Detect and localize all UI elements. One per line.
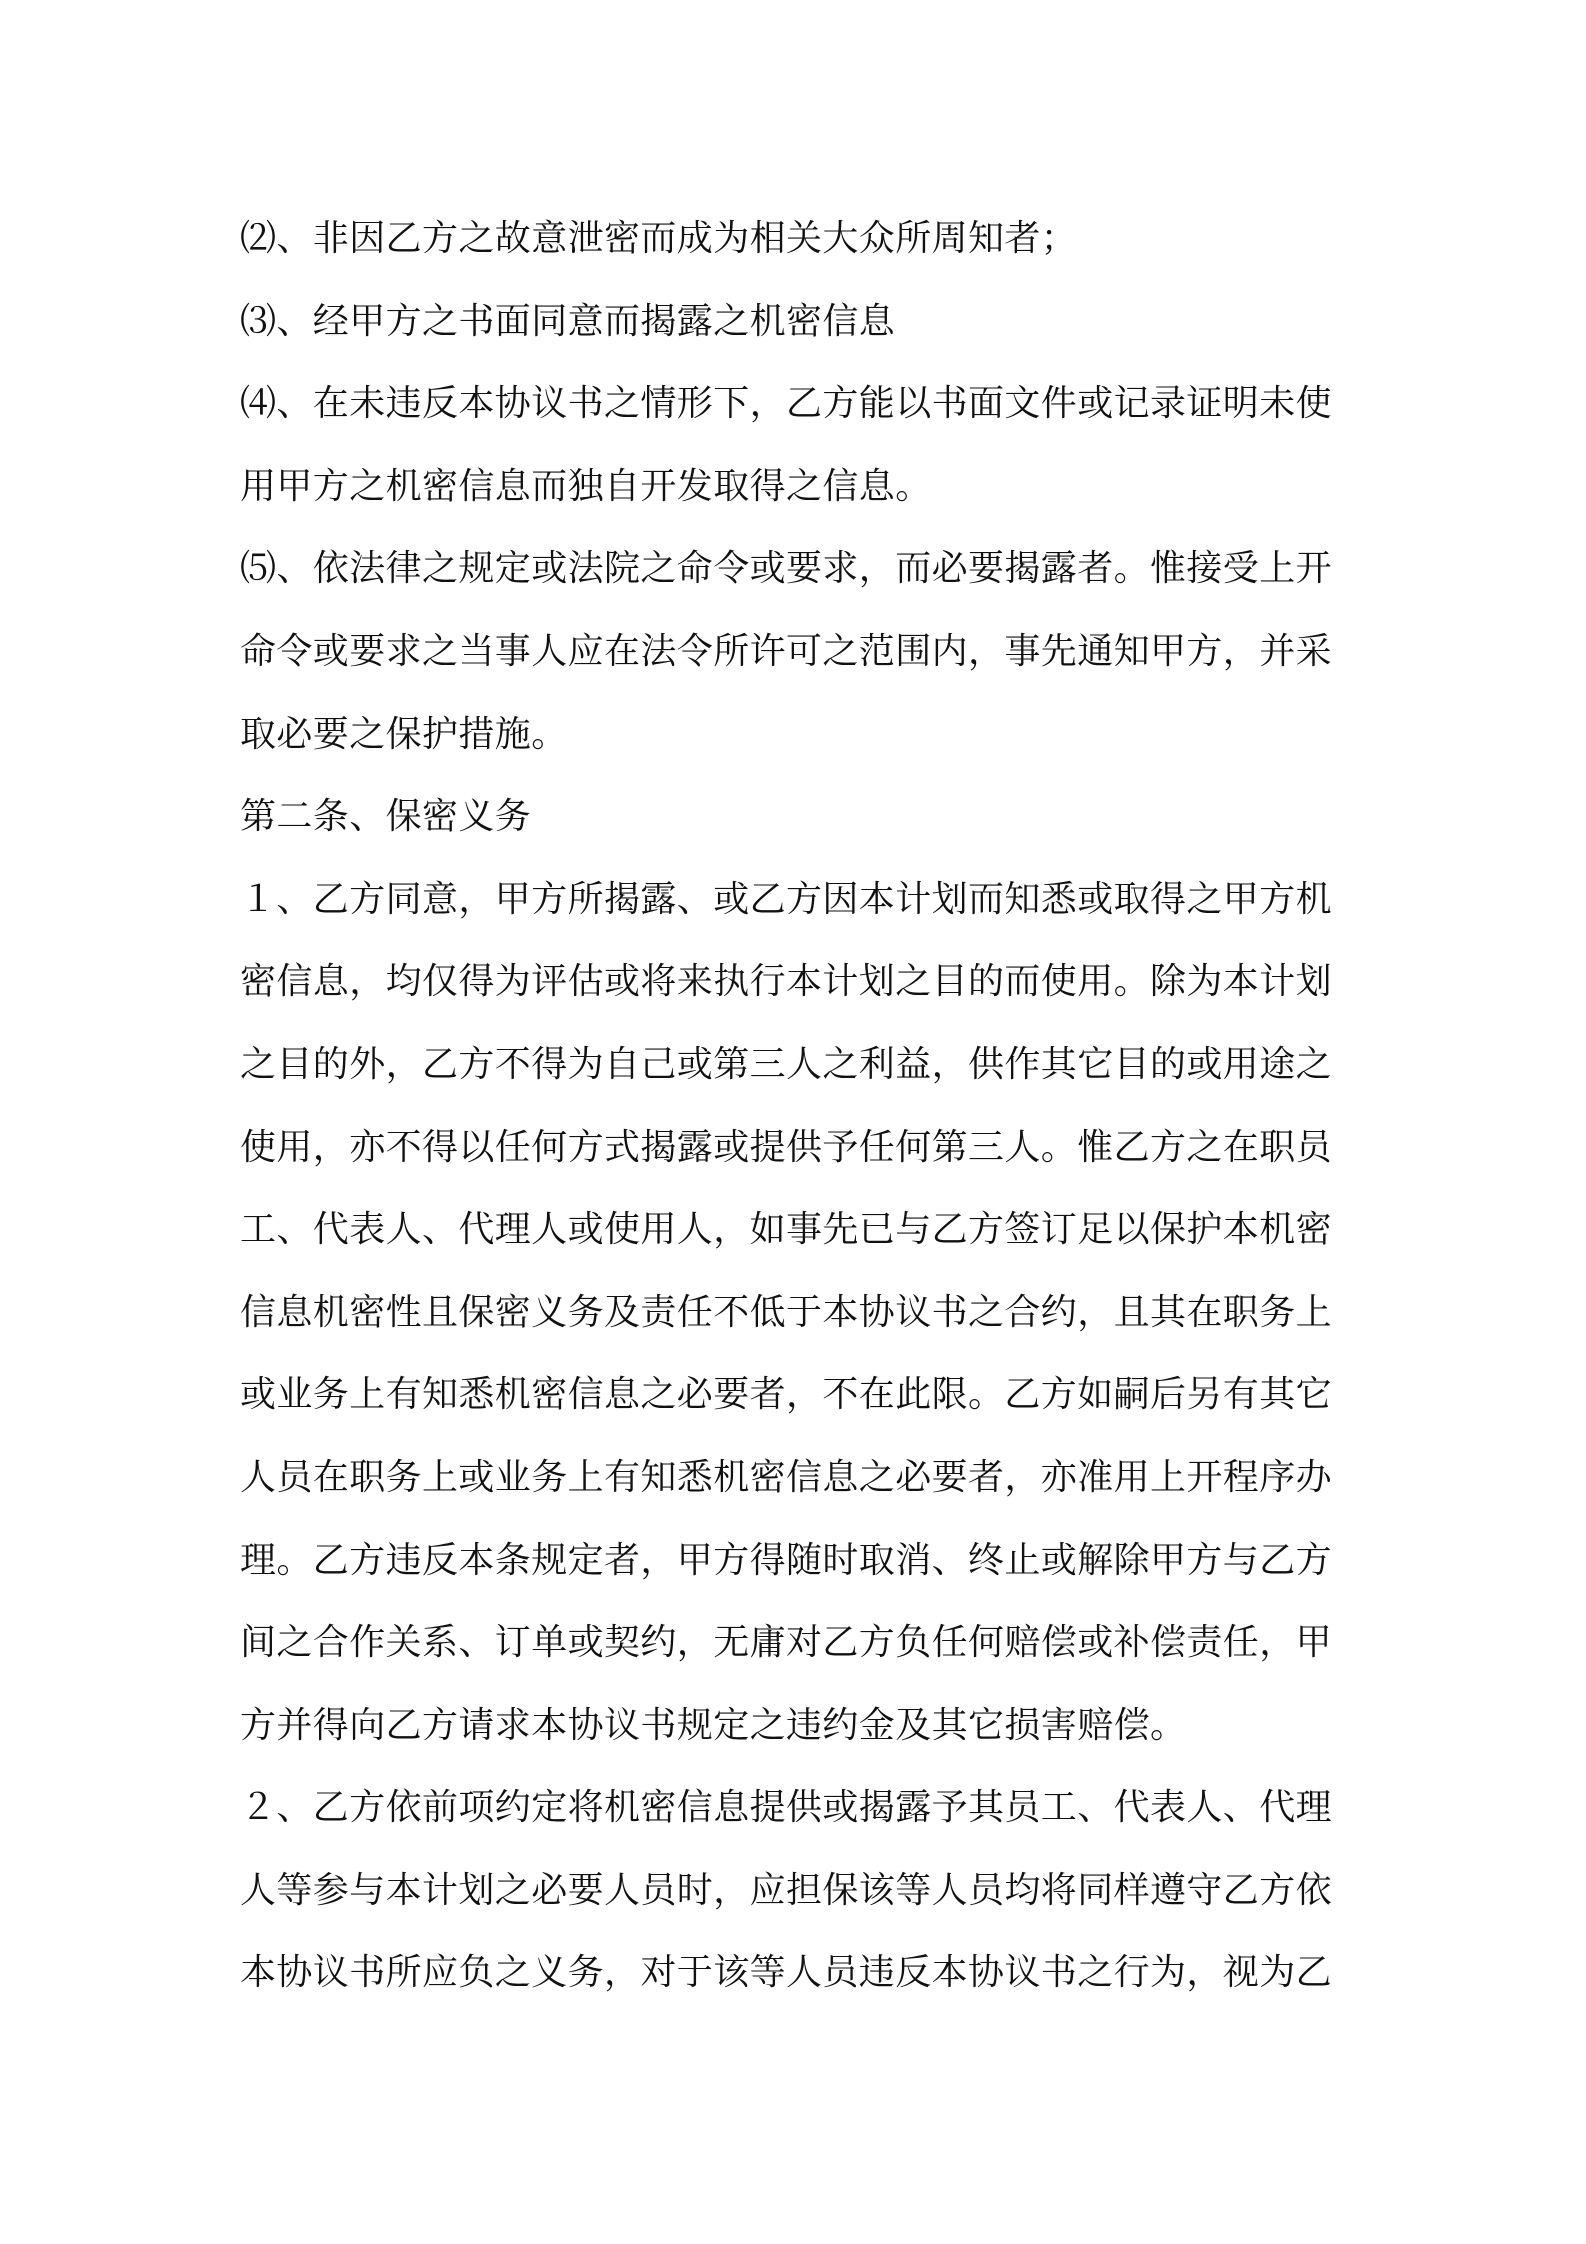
- section-heading: 第二条、保密义务: [240, 796, 532, 838]
- text-line: 密信息，均仅得为评估或将来执行本计划之目的而使用。除为本计划: [240, 961, 1333, 1003]
- text-line: ⑷、在未违反本协议书之情形下，乙方能以书面文件或记录证明未使: [240, 383, 1333, 425]
- text-line: ⑸、依法律之规定或法院之命令或要求，而必要揭露者。惟接受上开: [240, 548, 1333, 590]
- text-line: 方并得向乙方请求本协议书规定之违约金及其它损害赔偿。: [240, 1704, 1187, 1746]
- text-line: 之目的外，乙方不得为自己或第三人之利益，供作其它目的或用途之: [240, 1043, 1333, 1085]
- text-line: ２、乙方依前项约定将机密信息提供或揭露予其员工、代表人、代理: [240, 1787, 1333, 1829]
- text-line: １、乙方同意，甲方所揭露、或乙方因本计划而知悉或取得之甲方机: [240, 878, 1333, 920]
- text-line: 本协议书所应负之义务，对于该等人员违反本协议书之行为，视为乙: [240, 1952, 1333, 1994]
- text-line: ⑵、非因乙方之故意泄密而成为相关大众所周知者；: [240, 218, 1078, 259]
- text-line: 人员在职务上或业务上有知悉机密信息之必要者，亦准用上开程序办: [240, 1456, 1333, 1498]
- text-line: 人等参与本计划之必要人员时，应担保该等人员均将同样遵守乙方依: [240, 1869, 1333, 1911]
- document-body: [240, 198, 1360, 2015]
- text-line: ⑶、经甲方之书面同意而揭露之机密信息: [240, 300, 896, 342]
- text-line: 理。乙方违反本条规定者，甲方得随时取消、终止或解除甲方与乙方: [240, 1539, 1333, 1581]
- text-line: 用甲方之机密信息而独自开发取得之信息。: [240, 465, 932, 507]
- text-line: 工、代表人、代理人或使用人，如事先已与乙方签订足以保护本机密: [240, 1209, 1333, 1251]
- text-line: 间之合作关系、订单或契约，无庸对乙方负任何赔偿或补偿责任，甲: [240, 1622, 1333, 1664]
- text-line: 使用，亦不得以任何方式揭露或提供予任何第三人。惟乙方之在职员: [240, 1126, 1333, 1168]
- text-line: 取必要之保护措施。: [240, 713, 568, 755]
- text-line: 信息机密性且保密义务及责任不低于本协议书之合约，且其在职务上: [240, 1291, 1333, 1333]
- text-line: 或业务上有知悉机密信息之必要者，不在此限。乙方如嗣后另有其它: [240, 1374, 1333, 1416]
- text-line: 命令或要求之当事人应在法令所许可之范围内，事先通知甲方，并采: [240, 630, 1333, 672]
